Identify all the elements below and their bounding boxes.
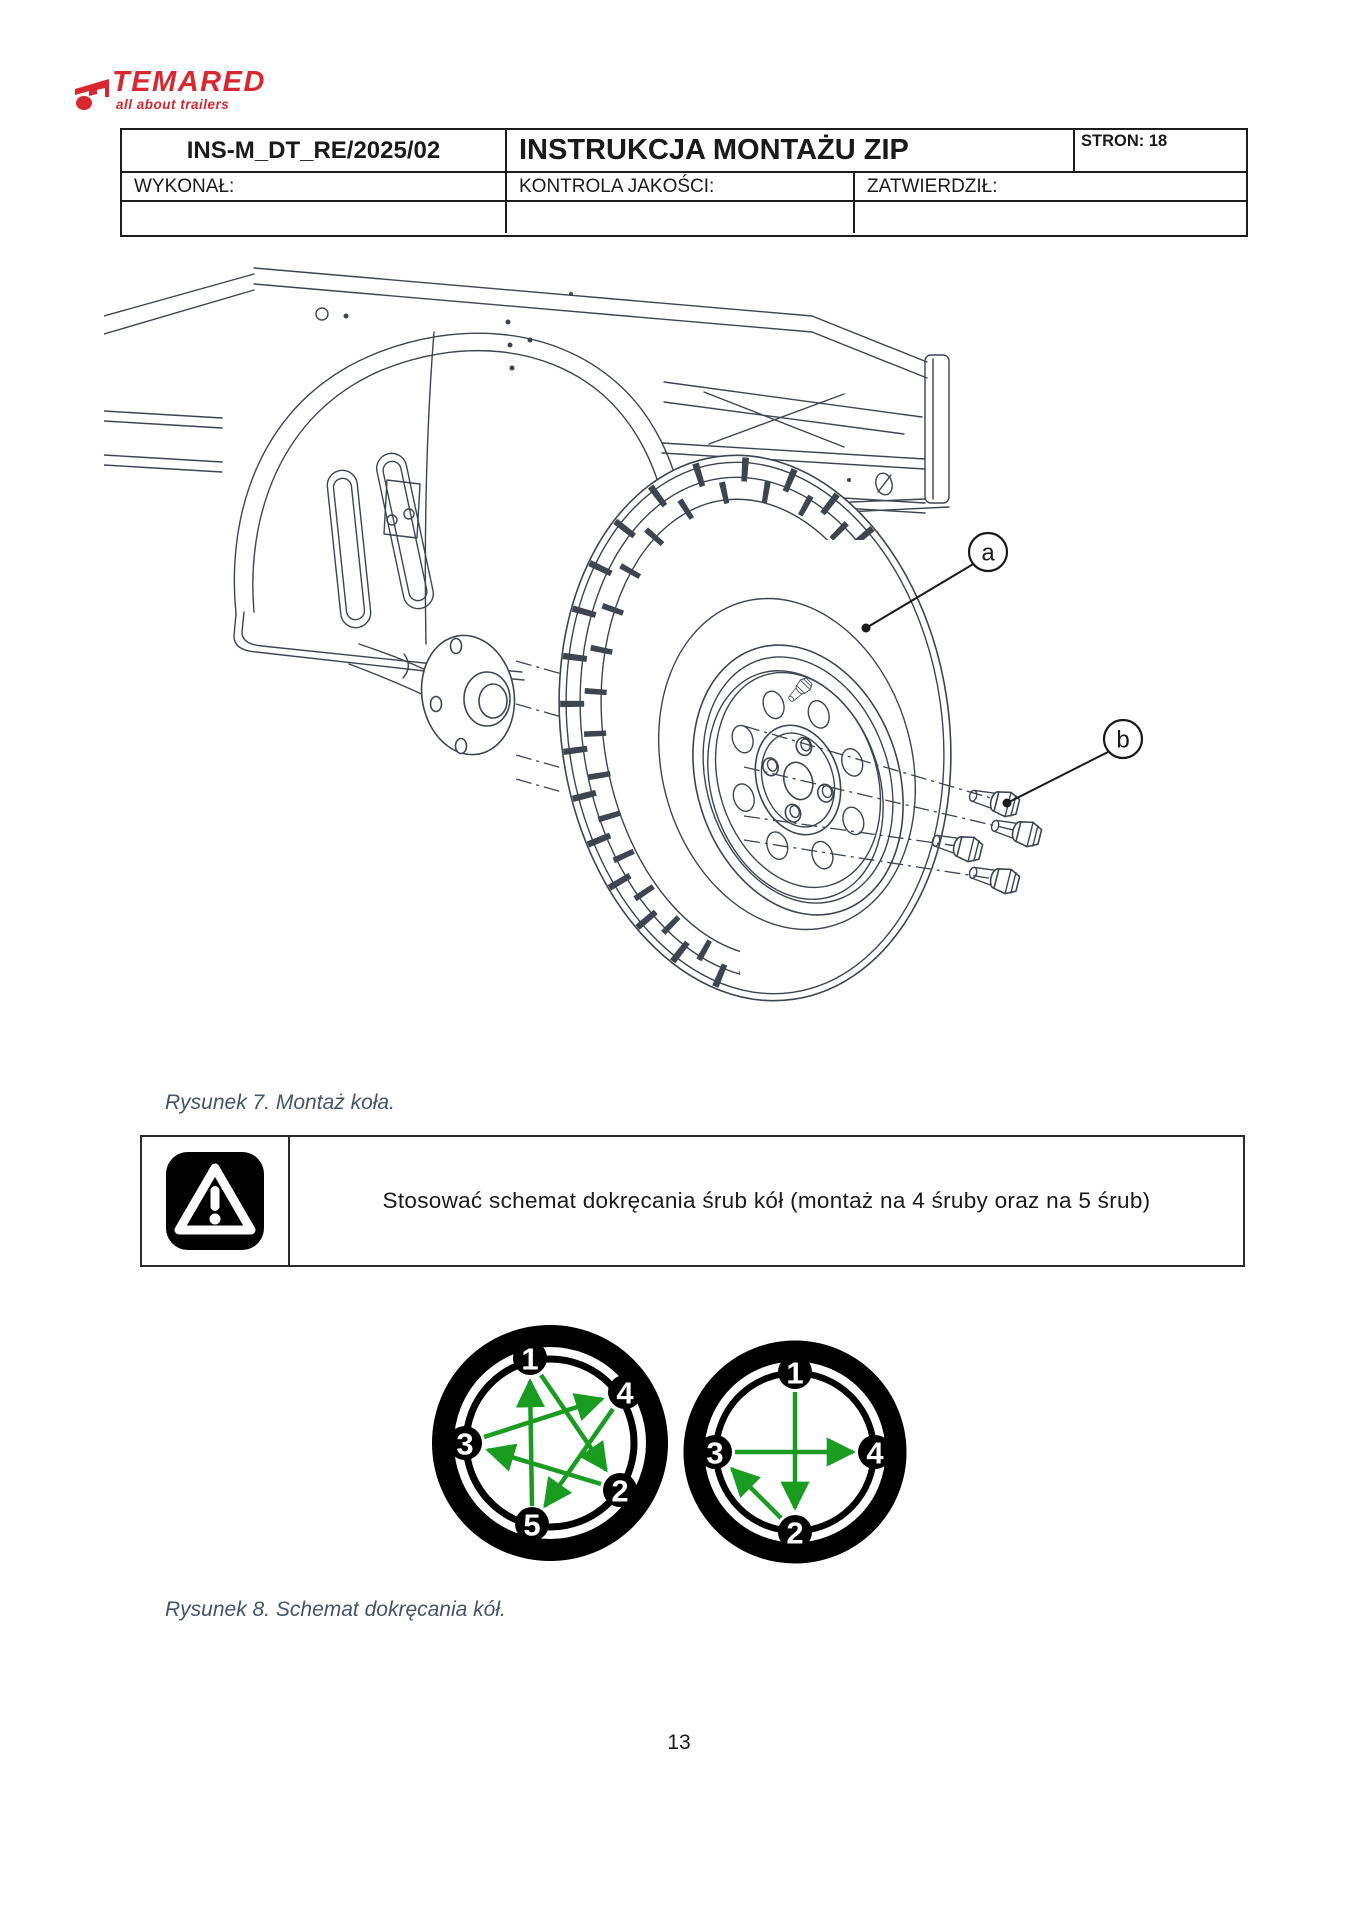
bolt-number: 3 <box>706 1435 724 1471</box>
figure8-tightening-diagrams <box>420 1315 930 1585</box>
quality-label: KONTROLA JAKOŚCI: <box>507 173 855 200</box>
bolt-number: 4 <box>866 1435 884 1471</box>
bolt-number: 1 <box>786 1355 804 1391</box>
trailer-logo-icon <box>73 76 113 116</box>
executed-label: WYKONAŁ: <box>122 173 507 200</box>
header-row-1 <box>122 130 1246 173</box>
warning-box <box>140 1135 1245 1267</box>
approved-label: ZATWIERDZIŁ: <box>867 176 998 197</box>
document-title: INSTRUKCJA MONTAŻU ZIP <box>507 130 1075 171</box>
quality-value <box>507 202 855 233</box>
five-bolt-arrows <box>484 1375 613 1506</box>
logo <box>73 76 113 116</box>
page-number: 13 <box>667 1731 691 1754</box>
chassis-frame <box>104 268 949 514</box>
bolt-number: 2 <box>611 1473 629 1509</box>
warning-triangle-icon <box>166 1152 264 1250</box>
header-row-3 <box>122 202 1246 233</box>
figure8-caption: Rysunek 8. Schemat dokręcania kół. <box>165 1598 506 1621</box>
header-table <box>120 128 1248 237</box>
hub-flange <box>412 628 523 762</box>
four-bolt-diagram <box>694 1351 896 1553</box>
callout-b-label: b <box>1116 726 1130 754</box>
pages-label: STRON: 18 <box>1081 132 1168 150</box>
warning-text: Stosować schemat dokręcania śrub kół (montaż na 4 śruby oraz na 5 śrub) <box>382 1188 1151 1213</box>
five-bolt-diagram <box>443 1336 657 1550</box>
approved-value <box>855 202 1246 233</box>
callout-b <box>1003 720 1143 808</box>
warning-icon-cell <box>142 1137 290 1265</box>
figure7-wheel-mounting-drawing <box>104 252 1254 1082</box>
callout-a-label: a <box>981 539 995 567</box>
four-bolt-arrows <box>732 1392 853 1518</box>
bolt-number: 3 <box>456 1426 474 1462</box>
brand-tagline: all about trailers <box>116 97 230 112</box>
document-number: INS-M_DT_RE/2025/02 <box>122 130 507 171</box>
bolt-number: 1 <box>521 1341 539 1377</box>
bolt-number: 2 <box>786 1515 804 1551</box>
executed-value <box>122 202 507 233</box>
bolt-number: 5 <box>523 1507 541 1543</box>
bolt-number: 4 <box>616 1375 634 1411</box>
figure7-caption: Rysunek 7. Montaż koła. <box>165 1091 395 1114</box>
header-row-2 <box>122 173 1246 202</box>
brand-name: TEMARED <box>112 66 266 98</box>
